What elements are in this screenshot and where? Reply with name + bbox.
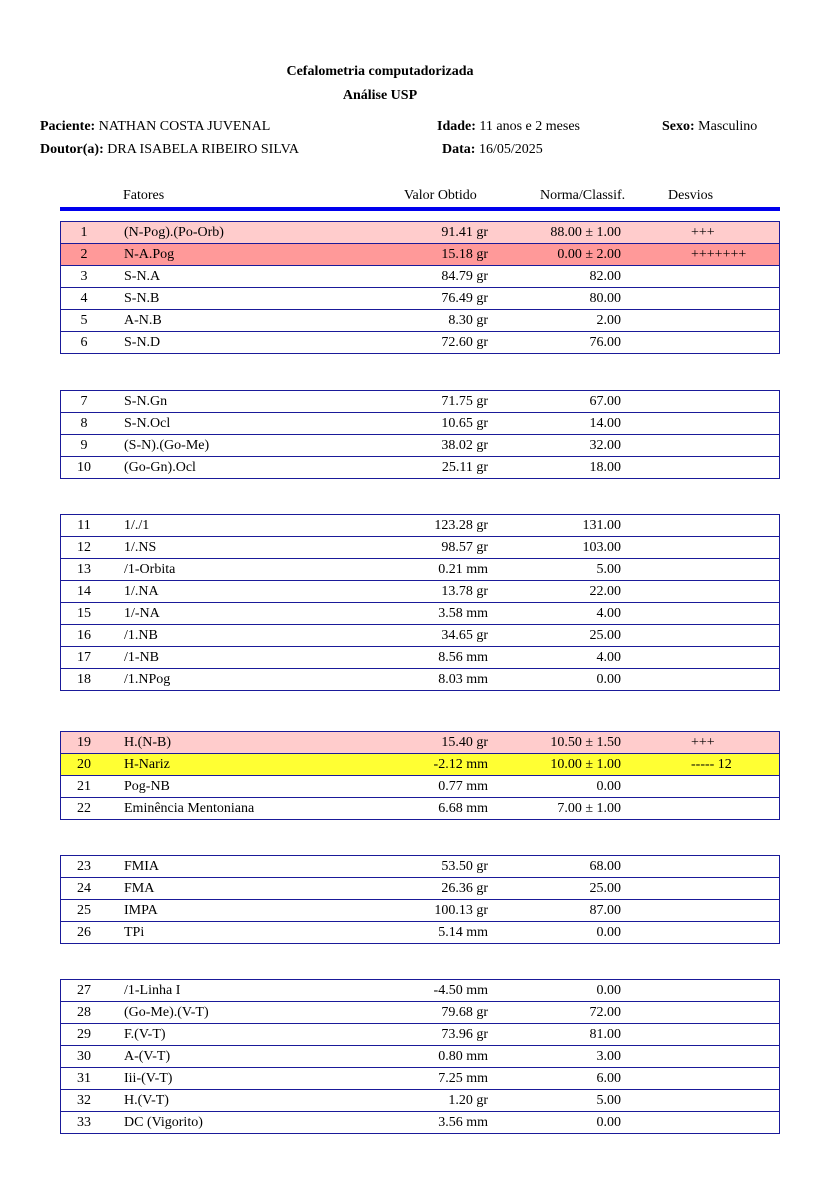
obtained-value: 8.30 gr [448, 313, 488, 328]
obtained-value: 0.77 mm [438, 779, 488, 794]
norm-value: 10.00 ± 1.00 [550, 757, 621, 772]
norm-value: 25.00 [589, 628, 621, 643]
table-row [61, 536, 779, 558]
factor-name: (N-Pog).(Po-Orb) [124, 225, 224, 240]
obtained-value: 76.49 gr [441, 291, 488, 306]
norm-value: 0.00 [596, 983, 621, 998]
deviation-value: ----- 12 [691, 757, 732, 772]
norm-value: 4.00 [596, 606, 621, 621]
table-row [61, 753, 779, 775]
factor-name: /1-NB [124, 650, 159, 665]
factor-group [60, 979, 780, 1134]
factor-name: S-N.A [124, 269, 161, 284]
obtained-value: 72.60 gr [441, 335, 488, 350]
patient-field [40, 119, 270, 135]
factor-group [60, 731, 780, 820]
table-row [61, 602, 779, 624]
factor-name: H.(V-T) [124, 1093, 169, 1108]
factor-name: S-N.Ocl [124, 416, 171, 431]
row-number: 30 [77, 1049, 91, 1064]
table-row [61, 646, 779, 668]
norm-value: 0.00 ± 2.00 [557, 247, 621, 262]
factor-name: FMIA [124, 859, 160, 874]
row-number: 3 [80, 269, 88, 284]
patient-label: Paciente: [40, 119, 96, 134]
norm-value: 14.00 [589, 416, 621, 431]
factor-name: N-A.Pog [124, 247, 175, 262]
factor-group [60, 221, 780, 354]
obtained-value: 91.41 gr [441, 225, 488, 240]
obtained-value: 0.21 mm [438, 562, 488, 577]
norm-value: 3.00 [596, 1049, 621, 1064]
table-row [61, 456, 779, 478]
obtained-value: 71.75 gr [441, 394, 488, 409]
row-number: 18 [77, 672, 91, 687]
obtained-value: 79.68 gr [441, 1005, 488, 1020]
norm-value: 0.00 [596, 672, 621, 687]
table-row [61, 624, 779, 646]
norm-value: 82.00 [589, 269, 621, 284]
column-header-value: Valor Obtido [404, 188, 477, 203]
factor-name: Iii-(V-T) [124, 1071, 173, 1086]
table-row [61, 331, 779, 353]
factor-name: /1-Orbita [124, 562, 176, 577]
norm-value: 0.00 [596, 925, 621, 940]
norm-value: 32.00 [589, 438, 621, 453]
table-row [61, 287, 779, 309]
norm-value: 5.00 [596, 562, 621, 577]
row-number: 31 [77, 1071, 91, 1086]
table-row [61, 580, 779, 602]
table-row [61, 1089, 779, 1111]
table-row [61, 391, 779, 412]
deviation-value: +++++++ [691, 247, 747, 262]
factor-name: (S-N).(Go-Me) [124, 438, 210, 453]
table-row [61, 1111, 779, 1133]
doctor-name: DRA ISABELA RIBEIRO SILVA [107, 142, 300, 157]
norm-value: 18.00 [589, 460, 621, 475]
sex-field [662, 119, 757, 135]
factor-name: FMA [124, 881, 155, 896]
factor-name: A-(V-T) [124, 1049, 171, 1064]
obtained-value: -4.50 mm [433, 983, 488, 998]
column-header-norm: Norma/Classif. [540, 188, 626, 203]
factor-name: /1.NB [124, 628, 158, 643]
norm-value: 72.00 [589, 1005, 621, 1020]
obtained-value: 6.68 mm [438, 801, 488, 816]
obtained-value: 0.80 mm [438, 1049, 488, 1064]
obtained-value: 84.79 gr [441, 269, 488, 284]
row-number: 1 [80, 225, 88, 240]
row-number: 15 [77, 606, 91, 621]
factor-name: 1/./1 [124, 518, 150, 533]
norm-value: 0.00 [596, 779, 621, 794]
date-value: 16/05/2025 [478, 142, 543, 157]
age-value: 11 anos e 2 meses [479, 119, 580, 134]
norm-value: 80.00 [589, 291, 621, 306]
table-row [61, 434, 779, 456]
table-row [61, 797, 779, 819]
norm-value: 68.00 [589, 859, 621, 874]
row-number: 6 [80, 335, 88, 350]
row-number: 10 [77, 460, 91, 475]
factor-name: S-N.D [124, 335, 161, 350]
row-number: 12 [77, 540, 91, 555]
factor-name: 1/-NA [124, 606, 160, 621]
table-row [61, 1001, 779, 1023]
obtained-value: -2.12 mm [433, 757, 488, 772]
row-number: 7 [80, 394, 88, 409]
factor-name: H-Nariz [124, 757, 170, 772]
factor-name: 1/.NS [124, 540, 157, 555]
norm-value: 22.00 [589, 584, 621, 599]
row-number: 19 [77, 735, 91, 750]
obtained-value: 13.78 gr [441, 584, 488, 599]
table-row [61, 1023, 779, 1045]
age-field [437, 119, 580, 135]
row-number: 20 [77, 757, 91, 772]
row-number: 29 [77, 1027, 91, 1042]
factor-name: TPi [124, 925, 145, 940]
factor-name: (Go-Gn).Ocl [124, 460, 196, 475]
row-number: 33 [77, 1115, 91, 1130]
table-row [61, 921, 779, 943]
doctor-field [40, 142, 299, 158]
table-row [61, 775, 779, 797]
table-row [61, 899, 779, 921]
table-row [61, 732, 779, 753]
table-row [61, 980, 779, 1001]
table-row [61, 1045, 779, 1067]
table-row [61, 558, 779, 580]
factor-name: 1/.NA [124, 584, 159, 599]
factor-name: S-N.Gn [124, 394, 168, 409]
row-number: 21 [77, 779, 91, 794]
row-number: 22 [77, 801, 91, 816]
table-row [61, 243, 779, 265]
factor-name: (Go-Me).(V-T) [124, 1005, 209, 1020]
norm-value: 0.00 [596, 1115, 621, 1130]
norm-value: 81.00 [589, 1027, 621, 1042]
row-number: 2 [80, 247, 88, 262]
row-number: 17 [77, 650, 91, 665]
factor-name: Eminência Mentoniana [124, 801, 255, 816]
norm-value: 25.00 [589, 881, 621, 896]
norm-value: 103.00 [582, 540, 621, 555]
row-number: 4 [80, 291, 88, 306]
obtained-value: 7.25 mm [438, 1071, 488, 1086]
obtained-value: 8.56 mm [438, 650, 488, 665]
table-row [61, 515, 779, 536]
deviation-value: +++ [691, 225, 715, 240]
table-row [61, 412, 779, 434]
obtained-value: 38.02 gr [441, 438, 488, 453]
norm-value: 87.00 [589, 903, 621, 918]
row-number: 5 [80, 313, 88, 328]
row-number: 28 [77, 1005, 91, 1020]
factor-name: A-N.B [124, 313, 162, 328]
norm-value: 6.00 [596, 1071, 621, 1086]
row-number: 9 [80, 438, 88, 453]
sex-value: Masculino [698, 119, 758, 134]
norm-value: 4.00 [596, 650, 621, 665]
norm-value: 67.00 [589, 394, 621, 409]
factor-name: /1-Linha I [124, 983, 181, 998]
table-row [61, 668, 779, 690]
row-number: 8 [80, 416, 88, 431]
norm-value: 76.00 [589, 335, 621, 350]
obtained-value: 100.13 gr [434, 903, 488, 918]
factor-group [60, 855, 780, 944]
norm-value: 5.00 [596, 1093, 621, 1108]
obtained-value: 3.58 mm [438, 606, 488, 621]
table-row [61, 856, 779, 877]
norm-value: 7.00 ± 1.00 [557, 801, 621, 816]
doctor-label: Doutor(a): [40, 142, 104, 157]
factor-group [60, 514, 780, 691]
row-number: 27 [77, 983, 91, 998]
report-title: Cefalometria computadorizada [286, 64, 474, 79]
row-number: 25 [77, 903, 91, 918]
factor-name: S-N.B [124, 291, 160, 306]
table-row [61, 265, 779, 287]
row-number: 13 [77, 562, 91, 577]
obtained-value: 3.56 mm [438, 1115, 488, 1130]
norm-value: 88.00 ± 1.00 [550, 225, 621, 240]
factor-name: Pog-NB [124, 779, 170, 794]
table-row [61, 1067, 779, 1089]
row-number: 11 [77, 518, 91, 533]
age-label: Idade: [437, 119, 476, 134]
obtained-value: 15.18 gr [441, 247, 488, 262]
report-subtitle: Análise USP [342, 88, 418, 103]
row-number: 24 [77, 881, 91, 896]
patient-name: NATHAN COSTA JUVENAL [98, 119, 271, 134]
norm-value: 2.00 [596, 313, 621, 328]
obtained-value: 123.28 gr [434, 518, 488, 533]
factor-name: DC (Vigorito) [124, 1115, 203, 1130]
obtained-value: 25.11 gr [441, 460, 488, 475]
obtained-value: 5.14 mm [438, 925, 488, 940]
header-rule [60, 207, 780, 211]
deviation-value: +++ [691, 735, 715, 750]
obtained-value: 73.96 gr [441, 1027, 488, 1042]
norm-value: 131.00 [582, 518, 621, 533]
factor-group [60, 390, 780, 479]
obtained-value: 10.65 gr [441, 416, 488, 431]
obtained-value: 26.36 gr [441, 881, 488, 896]
column-header-factor: Fatores [123, 188, 165, 203]
factor-name: /1.NPog [124, 672, 171, 687]
obtained-value: 8.03 mm [438, 672, 488, 687]
row-number: 16 [77, 628, 91, 643]
factor-name: H.(N-B) [124, 735, 172, 750]
row-number: 23 [77, 859, 91, 874]
row-number: 14 [77, 584, 91, 599]
sex-label: Sexo: [662, 119, 695, 134]
obtained-value: 98.57 gr [441, 540, 488, 555]
row-number: 32 [77, 1093, 91, 1108]
obtained-value: 34.65 gr [441, 628, 488, 643]
norm-value: 10.50 ± 1.50 [550, 735, 621, 750]
factor-name: F.(V-T) [124, 1027, 166, 1042]
table-row [61, 877, 779, 899]
obtained-value: 53.50 gr [441, 859, 488, 874]
row-number: 26 [77, 925, 91, 940]
table-row [61, 309, 779, 331]
obtained-value: 15.40 gr [441, 735, 488, 750]
date-label: Data: [442, 142, 476, 157]
column-header-deviation: Desvios [668, 188, 714, 203]
factor-name: IMPA [124, 903, 158, 918]
obtained-value: 1.20 gr [448, 1093, 488, 1108]
table-row [61, 222, 779, 243]
date-field [442, 142, 543, 158]
